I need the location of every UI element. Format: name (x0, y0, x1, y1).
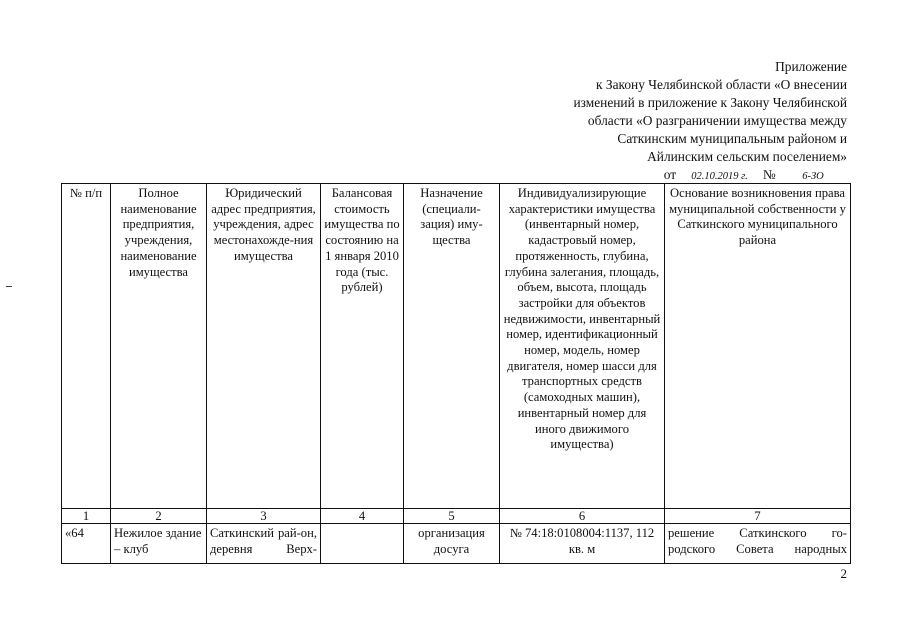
appendix-line: Приложение (775, 59, 847, 74)
row-characteristics: № 74:18:0108004:1137, 112 кв. м (500, 524, 665, 564)
row-balance (321, 524, 404, 564)
header-cell-purpose: Назначение (специали-зация) иму-щества (404, 184, 500, 509)
row-num: «64 (62, 524, 111, 564)
row-address: Саткинский рай-он, деревня Верх- (207, 524, 321, 564)
row-purpose: организация досуга (404, 524, 500, 564)
row-basis: решение Саткинского го-родского Совета народных (665, 524, 851, 564)
column-number-row (62, 509, 851, 524)
header-cell-characteristics: Индивидуализирующие характеристики имущества (инвентарный номер, кадастровый номер, протяженность, глубина, глубина залегания, площадь, объем, высота, площадь застройки для объектов недвижимости, инвентарный номер, идентификационный номер, модель, номер двигателя, номер шасси для транспортных средств (самоходных машин), инвентарный номер для иного движимого имущества) (500, 184, 665, 509)
appendix-block (427, 58, 847, 184)
table-row (62, 524, 851, 564)
column-number: 7 (665, 509, 851, 524)
law-date: 02.10.2019 г. (680, 170, 760, 184)
date-prefix: от (663, 167, 677, 182)
appendix-line: изменений в приложение к Закону Челябинской (573, 95, 847, 110)
column-number: 6 (500, 509, 665, 524)
appendix-line: Айлинским сельским поселением» (647, 149, 847, 164)
header-cell-balance: Балансовая стоимость имущества по состоянию на 1 января 2010 года (тыс. рублей) (321, 184, 404, 509)
scan-artifact (6, 286, 12, 287)
property-table (61, 183, 851, 564)
table-header-row (62, 184, 851, 509)
column-number: 4 (321, 509, 404, 524)
number-prefix: № (762, 167, 776, 182)
header-cell-name: Полное наименование предприятия, учреждения, наименование имущества (111, 184, 207, 509)
row-name: Нежилое здание – клуб (111, 524, 207, 564)
column-number: 2 (111, 509, 207, 524)
column-number: 1 (62, 509, 111, 524)
header-cell-num: № п/п (62, 184, 111, 509)
column-number: 5 (404, 509, 500, 524)
appendix-line: области «О разграничении имущества между (587, 113, 847, 128)
law-date-number (427, 166, 847, 184)
column-number: 3 (207, 509, 321, 524)
page-number: 2 (840, 566, 847, 581)
header-cell-address: Юридический адрес предприятия, учреждения, адрес местонахожде-ния имущества (207, 184, 321, 509)
appendix-line: Саткинским муниципальным районом и (617, 131, 847, 146)
law-number: 6-ЗО (779, 170, 847, 184)
header-cell-basis: Основание возникновения права муниципальной собственности у Саткинского муниципального района (665, 184, 851, 509)
appendix-line: к Закону Челябинской области «О внесении (596, 77, 847, 92)
